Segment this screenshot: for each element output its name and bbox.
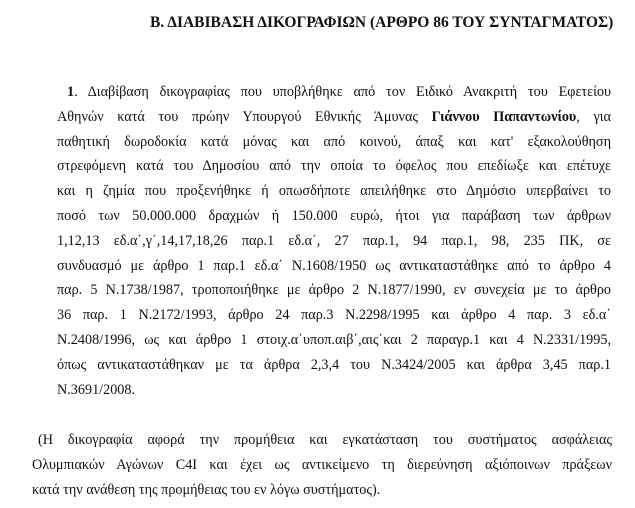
line-text: . Διαβίβαση δικογραφίας που υποβλήθηκε από τον Ειδικό Ανακριτή του Εφετείου	[74, 84, 611, 100]
paragraph-line: Ν.2408/1996, ως και άρθρο 1 στοιχ.α΄υποπ.αιβ΄,αις΄και 2 παραγρ.1 και 4 Ν.2331/1995,	[57, 331, 611, 348]
paragraph-line: παρ. 5 Ν.1738/1987, τροποποιήθηκε με άρθρο 2 Ν.1877/1990, εν συνεχεία με το άρθρο	[57, 282, 611, 299]
item-number: 1	[67, 84, 75, 100]
paragraph-line	[57, 105, 611, 130]
paragraph-line: συνδυασμό με άρθρο 1 παρ.1 εδ.α΄ Ν.1608/1950 ως αντικαταστάθηκε από το άρθρο 4	[57, 257, 611, 274]
paragraph-line	[57, 80, 611, 105]
note-line: Ολυμπιακών Αγώνων C4I και έχει ως αντικείμενο τη διερεύνηση αξιόποινων πράξεων	[32, 457, 612, 473]
note-paragraph	[32, 428, 612, 503]
line-text: , για	[576, 108, 611, 125]
paragraph-line: 36 παρ. 1 Ν.2172/1993, άρθρο 24 παρ.3 Ν.2298/1995 και άρθρο 4 παρ. 3 εδ.α΄	[57, 307, 611, 324]
line-text: Αθηνών κατά του πρώην Υπουργού Εθνικής Άμυνας	[57, 108, 432, 125]
paragraph-line: παθητική δωροδοκία κατά μόνας και από κοινού, άπαξ και κατ' εξακολούθηση	[57, 133, 611, 150]
minister-name: Γιάννου Παπαντωνίου	[431, 108, 577, 125]
paragraph-line: όπως αντικαταστάθηκαν με τα άρθρα 2,3,4 του Ν.3424/2005 και άρθρα 3,45 παρ.1	[57, 356, 611, 373]
paragraph-line: και η ζημία που προξενήθηκε ή οπωσδήποτε απειλήθηκε στο Δημόσιο υπερβαίνει το	[57, 183, 611, 200]
paragraph-line: ποσό των 50.000.000 δραχμών ή 150.000 ευρώ, ήτοι για παράβαση των άρθρων	[57, 207, 611, 224]
section-heading: Β. ΔΙΑΒΙΒΑΣΗ ΔΙΚΟΓΡΑΦΙΩΝ (ΑΡΘΡΟ 86 ΤΟΥ ΣΥΝΤΑΓΜΑΤΟΣ)	[150, 14, 614, 31]
paragraph-line: 1,12,13 εδ.α΄,γ΄,14,17,18,26 παρ.1 εδ.α΄, 27 παρ.1, 94 παρ.1, 98, 235 ΠΚ, σε	[57, 232, 611, 249]
note-line: κατά την ανάθεση της προμήθειας του εν λόγω συστήματος).	[32, 482, 381, 498]
paragraph-line: Ν.3691/2008.	[57, 381, 136, 398]
paragraph-line: στρεφόμενη κατά του Δημοσίου από την οποία το όφελος που επεδίωξε και επέτυχε	[57, 158, 611, 175]
item-1-paragraph	[57, 80, 611, 402]
note-line: (Η δικογραφία αφορά την προμήθεια και εγκατάσταση του συστήματος ασφάλειας	[38, 432, 612, 448]
